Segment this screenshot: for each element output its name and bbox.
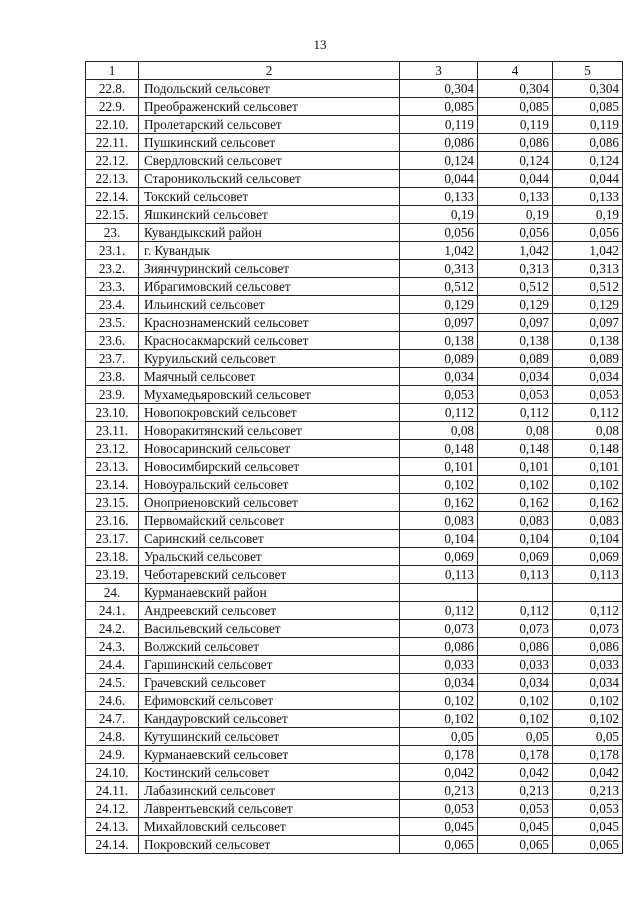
row-name: Курманаевский сельсовет (139, 746, 400, 764)
table-row (86, 764, 623, 782)
row-value-5: 0,053 (553, 800, 623, 818)
row-value-4: 0,112 (478, 602, 553, 620)
row-value-4: 0,138 (478, 332, 553, 350)
row-value-3: 0,101 (400, 458, 478, 476)
row-value-5: 0,162 (553, 494, 623, 512)
row-value-3: 0,102 (400, 710, 478, 728)
row-value-5: 0,073 (553, 620, 623, 638)
row-number: 23.5. (86, 314, 139, 332)
header-col-4: 4 (478, 62, 553, 80)
table-row (86, 584, 623, 602)
table-row (86, 782, 623, 800)
table-row (86, 494, 623, 512)
row-number: 23.19. (86, 566, 139, 584)
table-row (86, 404, 623, 422)
table-row (86, 422, 623, 440)
row-value-3: 0,178 (400, 746, 478, 764)
row-number: 24.4. (86, 656, 139, 674)
header-row (86, 62, 623, 80)
row-value-3: 0,085 (400, 98, 478, 116)
table-row (86, 638, 623, 656)
row-name: Красносакмарский сельсовет (139, 332, 400, 350)
table-row (86, 512, 623, 530)
row-value-5: 0,102 (553, 710, 623, 728)
row-value-4: 0,512 (478, 278, 553, 296)
table-row (86, 656, 623, 674)
row-value-4: 0,073 (478, 620, 553, 638)
header-col-2: 2 (139, 62, 400, 80)
row-number: 24.1. (86, 602, 139, 620)
table-row (86, 278, 623, 296)
table-row (86, 674, 623, 692)
table-row (86, 116, 623, 134)
row-name: Кутушинский сельсовет (139, 728, 400, 746)
table-header (86, 62, 623, 80)
table-row (86, 476, 623, 494)
row-value-4: 0,19 (478, 206, 553, 224)
table-row (86, 710, 623, 728)
table-row (86, 692, 623, 710)
row-value-4: 0,042 (478, 764, 553, 782)
row-number: 24.8. (86, 728, 139, 746)
row-name: Новосимбирский сельсовет (139, 458, 400, 476)
table-row (86, 566, 623, 584)
row-number: 23.15. (86, 494, 139, 512)
row-name: Курманаевский район (139, 584, 400, 602)
row-name: Андреевский сельсовет (139, 602, 400, 620)
row-value-4: 0,178 (478, 746, 553, 764)
row-value-5: 0,124 (553, 152, 623, 170)
row-value-5: 0,112 (553, 404, 623, 422)
row-value-3: 0,112 (400, 602, 478, 620)
row-value-3: 0,053 (400, 800, 478, 818)
row-value-5: 0,042 (553, 764, 623, 782)
table-row (86, 332, 623, 350)
row-value-3: 0,19 (400, 206, 478, 224)
row-value-4: 0,112 (478, 404, 553, 422)
row-value-3: 0,102 (400, 692, 478, 710)
row-number: 24.13. (86, 818, 139, 836)
row-number: 23.8. (86, 368, 139, 386)
row-value-4: 0,104 (478, 530, 553, 548)
row-name: Волжский сельсовет (139, 638, 400, 656)
page-number: 13 (313, 37, 327, 52)
row-value-4: 0,085 (478, 98, 553, 116)
row-number: 24.11. (86, 782, 139, 800)
row-number: 23.17. (86, 530, 139, 548)
row-value-3: 0,086 (400, 134, 478, 152)
row-name: Новоракитянский сельсовет (139, 422, 400, 440)
row-value-5: 0,19 (553, 206, 623, 224)
row-number: 23.9. (86, 386, 139, 404)
row-value-3: 0,073 (400, 620, 478, 638)
row-name: Грачевский сельсовет (139, 674, 400, 692)
row-value-5: 0,056 (553, 224, 623, 242)
row-number: 22.8. (86, 80, 139, 98)
row-number: 22.15. (86, 206, 139, 224)
row-number: 22.14. (86, 188, 139, 206)
row-value-4: 0,102 (478, 692, 553, 710)
row-value-4: 0,119 (478, 116, 553, 134)
row-name: Кандауровский сельсовет (139, 710, 400, 728)
row-value-5: 0,148 (553, 440, 623, 458)
row-name: Пушкинский сельсовет (139, 134, 400, 152)
row-name: Уральский сельсовет (139, 548, 400, 566)
row-value-3: 0,112 (400, 404, 478, 422)
table-row (86, 440, 623, 458)
row-name: Михайловский сельсовет (139, 818, 400, 836)
row-value-5: 0,034 (553, 674, 623, 692)
row-value-4: 0,148 (478, 440, 553, 458)
row-value-3: 0,089 (400, 350, 478, 368)
row-value-4: 0,086 (478, 638, 553, 656)
row-number: 23.2. (86, 260, 139, 278)
table-body (86, 80, 623, 854)
row-name: Гаршинский сельсовет (139, 656, 400, 674)
row-value-5: 0,102 (553, 476, 623, 494)
table-row (86, 224, 623, 242)
table-row (86, 134, 623, 152)
table-row (86, 260, 623, 278)
table-row (86, 368, 623, 386)
table-row (86, 386, 623, 404)
row-number: 23.16. (86, 512, 139, 530)
row-value-5: 0,133 (553, 188, 623, 206)
row-number: 24.2. (86, 620, 139, 638)
row-value-4: 0,101 (478, 458, 553, 476)
row-name: Ефимовский сельсовет (139, 692, 400, 710)
row-number: 24.12. (86, 800, 139, 818)
row-number: 24.10. (86, 764, 139, 782)
table-row (86, 296, 623, 314)
row-name: Новосаринский сельсовет (139, 440, 400, 458)
row-value-4: 0,124 (478, 152, 553, 170)
row-value-4: 0,162 (478, 494, 553, 512)
row-number: 24.5. (86, 674, 139, 692)
row-name: Свердловский сельсовет (139, 152, 400, 170)
row-value-3: 0,034 (400, 368, 478, 386)
header-col-3: 3 (400, 62, 478, 80)
row-value-5: 0,512 (553, 278, 623, 296)
row-value-4: 0,213 (478, 782, 553, 800)
row-name: Лабазинский сельсовет (139, 782, 400, 800)
row-value-3: 0,053 (400, 386, 478, 404)
row-value-4: 0,069 (478, 548, 553, 566)
row-value-3: 0,104 (400, 530, 478, 548)
row-value-4: 0,05 (478, 728, 553, 746)
row-value-4: 0,08 (478, 422, 553, 440)
table-row (86, 242, 623, 260)
row-name: г. Кувандык (139, 242, 400, 260)
table-row (86, 98, 623, 116)
row-value-4: 0,129 (478, 296, 553, 314)
row-value-3: 0,034 (400, 674, 478, 692)
row-value-4: 0,133 (478, 188, 553, 206)
row-value-5: 0,129 (553, 296, 623, 314)
row-value-4: 0,102 (478, 476, 553, 494)
table-row (86, 602, 623, 620)
row-value-3: 0,086 (400, 638, 478, 656)
row-number: 23.3. (86, 278, 139, 296)
row-value-3: 0,124 (400, 152, 478, 170)
row-value-4: 1,042 (478, 242, 553, 260)
table-row (86, 728, 623, 746)
row-name: Мухамедьяровский сельсовет (139, 386, 400, 404)
row-name: Зиянчуринский сельсовет (139, 260, 400, 278)
row-value-5: 0,05 (553, 728, 623, 746)
row-value-5: 0,065 (553, 836, 623, 854)
row-name: Куруильский сельсовет (139, 350, 400, 368)
row-value-5: 0,086 (553, 134, 623, 152)
row-value-3: 0,148 (400, 440, 478, 458)
row-value-5: 0,102 (553, 692, 623, 710)
row-name: Саринский сельсовет (139, 530, 400, 548)
row-number: 23.4. (86, 296, 139, 314)
row-name: Яшкинский сельсовет (139, 206, 400, 224)
row-value-3: 0,042 (400, 764, 478, 782)
row-value-4: 0,056 (478, 224, 553, 242)
row-number: 23.11. (86, 422, 139, 440)
row-number: 23.10. (86, 404, 139, 422)
row-name: Ибрагимовский сельсовет (139, 278, 400, 296)
row-value-3 (400, 584, 478, 602)
row-name: Чеботаревский сельсовет (139, 566, 400, 584)
row-name: Новопокровский сельсовет (139, 404, 400, 422)
row-name: Преображенский сельсовет (139, 98, 400, 116)
row-value-5: 0,112 (553, 602, 623, 620)
row-value-5: 0,034 (553, 368, 623, 386)
row-number: 24.9. (86, 746, 139, 764)
row-value-4: 0,102 (478, 710, 553, 728)
row-name: Пролетарский сельсовет (139, 116, 400, 134)
row-value-3: 0,102 (400, 476, 478, 494)
row-value-4 (478, 584, 553, 602)
row-value-5: 0,069 (553, 548, 623, 566)
row-value-3: 0,119 (400, 116, 478, 134)
row-name: Токский сельсовет (139, 188, 400, 206)
row-value-3: 0,033 (400, 656, 478, 674)
table-row (86, 800, 623, 818)
row-name: Маячный сельсовет (139, 368, 400, 386)
row-value-3: 0,05 (400, 728, 478, 746)
row-value-5: 0,138 (553, 332, 623, 350)
row-value-3: 0,083 (400, 512, 478, 530)
row-name: Краснознаменский сельсовет (139, 314, 400, 332)
row-number: 23.6. (86, 332, 139, 350)
row-value-5: 1,042 (553, 242, 623, 260)
row-value-5: 0,097 (553, 314, 623, 332)
table-row (86, 818, 623, 836)
header-col-5: 5 (553, 62, 623, 80)
table-row (86, 206, 623, 224)
row-value-5: 0,083 (553, 512, 623, 530)
row-number: 24.7. (86, 710, 139, 728)
row-number: 22.10. (86, 116, 139, 134)
row-name: Лаврентьевский сельсовет (139, 800, 400, 818)
row-value-3: 0,097 (400, 314, 478, 332)
row-value-3: 0,08 (400, 422, 478, 440)
row-value-4: 0,083 (478, 512, 553, 530)
table-row (86, 548, 623, 566)
row-value-4: 0,065 (478, 836, 553, 854)
row-number: 23.18. (86, 548, 139, 566)
header-col-1: 1 (86, 62, 139, 80)
table-row (86, 458, 623, 476)
row-value-3: 0,213 (400, 782, 478, 800)
row-name: Первомайский сельсовет (139, 512, 400, 530)
row-number: 24. (86, 584, 139, 602)
row-number: 22.13. (86, 170, 139, 188)
row-name: Оноприеновский сельсовет (139, 494, 400, 512)
row-number: 22.9. (86, 98, 139, 116)
row-value-3: 0,162 (400, 494, 478, 512)
table-row (86, 314, 623, 332)
table-row (86, 170, 623, 188)
row-value-3: 0,313 (400, 260, 478, 278)
row-value-3: 0,138 (400, 332, 478, 350)
row-number: 24.14. (86, 836, 139, 854)
row-value-4: 0,089 (478, 350, 553, 368)
row-number: 24.3. (86, 638, 139, 656)
row-number: 23.13. (86, 458, 139, 476)
row-number: 23.14. (86, 476, 139, 494)
row-value-3: 0,045 (400, 818, 478, 836)
row-value-4: 0,033 (478, 656, 553, 674)
row-value-4: 0,113 (478, 566, 553, 584)
data-table (85, 61, 623, 854)
row-value-4: 0,034 (478, 368, 553, 386)
row-value-4: 0,045 (478, 818, 553, 836)
row-value-3: 0,044 (400, 170, 478, 188)
row-number: 22.12. (86, 152, 139, 170)
row-value-5: 0,313 (553, 260, 623, 278)
row-value-4: 0,097 (478, 314, 553, 332)
row-name: Покровский сельсовет (139, 836, 400, 854)
row-name: Костинский сельсовет (139, 764, 400, 782)
row-value-5: 0,045 (553, 818, 623, 836)
row-name: Новоуральский сельсовет (139, 476, 400, 494)
row-value-5: 0,113 (553, 566, 623, 584)
row-number: 23. (86, 224, 139, 242)
row-value-5: 0,086 (553, 638, 623, 656)
row-name: Староникольский сельсовет (139, 170, 400, 188)
row-value-5: 0,101 (553, 458, 623, 476)
row-name: Подольский сельсовет (139, 80, 400, 98)
table-row (86, 530, 623, 548)
row-number: 22.11. (86, 134, 139, 152)
row-value-5: 0,044 (553, 170, 623, 188)
row-name: Кувандыкский район (139, 224, 400, 242)
row-value-5: 0,178 (553, 746, 623, 764)
table-row (86, 188, 623, 206)
row-value-3: 1,042 (400, 242, 478, 260)
row-value-4: 0,313 (478, 260, 553, 278)
table-row (86, 836, 623, 854)
row-value-3: 0,304 (400, 80, 478, 98)
row-name: Васильевский сельсовет (139, 620, 400, 638)
row-value-5: 0,053 (553, 386, 623, 404)
row-value-5: 0,213 (553, 782, 623, 800)
row-value-3: 0,113 (400, 566, 478, 584)
table-row (86, 746, 623, 764)
table-row (86, 80, 623, 98)
row-value-5: 0,08 (553, 422, 623, 440)
row-value-3: 0,065 (400, 836, 478, 854)
table-row (86, 152, 623, 170)
row-name: Ильинский сельсовет (139, 296, 400, 314)
row-value-3: 0,133 (400, 188, 478, 206)
table-row (86, 620, 623, 638)
row-value-5 (553, 584, 623, 602)
row-value-3: 0,069 (400, 548, 478, 566)
table-row (86, 350, 623, 368)
row-value-4: 0,053 (478, 386, 553, 404)
row-value-5: 0,089 (553, 350, 623, 368)
row-number: 24.6. (86, 692, 139, 710)
row-value-5: 0,033 (553, 656, 623, 674)
row-value-5: 0,104 (553, 530, 623, 548)
row-value-5: 0,304 (553, 80, 623, 98)
row-value-3: 0,056 (400, 224, 478, 242)
row-value-5: 0,085 (553, 98, 623, 116)
row-value-4: 0,044 (478, 170, 553, 188)
row-value-5: 0,119 (553, 116, 623, 134)
row-value-3: 0,129 (400, 296, 478, 314)
row-value-4: 0,086 (478, 134, 553, 152)
row-number: 23.1. (86, 242, 139, 260)
row-number: 23.7. (86, 350, 139, 368)
row-value-3: 0,512 (400, 278, 478, 296)
row-value-4: 0,034 (478, 674, 553, 692)
row-value-4: 0,304 (478, 80, 553, 98)
row-value-4: 0,053 (478, 800, 553, 818)
row-number: 23.12. (86, 440, 139, 458)
